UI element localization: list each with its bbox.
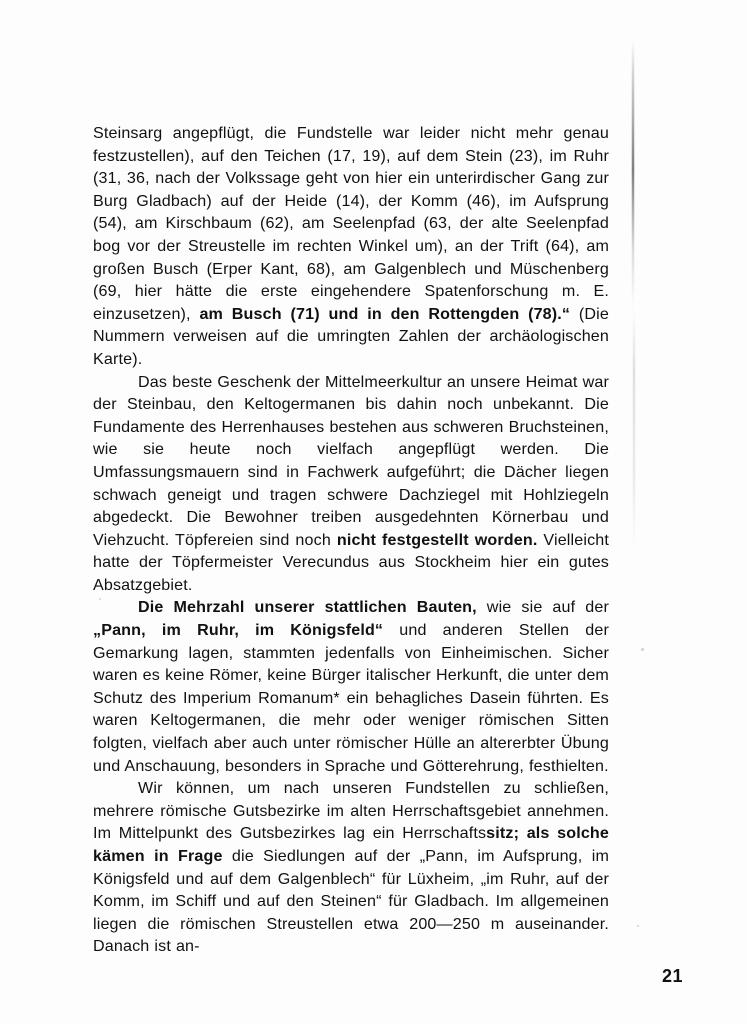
- scan-speck: [637, 925, 639, 927]
- paragraph-1-text: Steinsarg angepflügt, die Fundstelle war leider nicht mehr genau festzustellen), auf den Teichen (17, 19), auf dem Stein (23), im Ruhr (31, 36, nach der Volkssage geht von hier ein unterirdischer Gang zur Burg Gladbach) auf der Heide (14), der Komm (46), im Aufsprung (54), am Kirschbaum (62), am Seelenpfad (63, der alte Seelenpfad bog vor der Streustelle im rechten Winkel um), an der Trift (64), am großen Busch (Erper Kant, 68), am Galgenblech und Müschenberg (69, hier hätte die erste eingehendere Spatenforschung m. E. einzusetzen), am Busch (71) und in den Rottengden (78).“ (Die Nummern verweisen auf die umringten Zahlen der archäologischen Karte).: [93, 124, 609, 368]
- paragraph-2-text: Das beste Geschenk der Mittelmeerkultur an unsere Heimat war der Steinbau, den Keltogermanen bis dahin noch unbekannt. Die Fundamente des Herrenhauses bestehen aus schweren Bruchsteinen, wie sie heute noch vielfach angepflügt werden. Die Umfassungsmauern sind in Fachwerk aufgeführt; die Dächer liegen schwach geneigt und tragen schwere Dachziegel mit Hohlziegeln abgedeckt. Die Bewohner treiben ausgedehnten Körnerbau und Viehzucht. Töpfereien sind noch nicht festgestellt worden. Vielleicht hatte der Töpfermeister Verecundus aus Stockheim hier ein gutes Absatzgebiet.: [93, 372, 610, 594]
- scan-artifact-line: [632, 40, 634, 310]
- scan-artifact-line-lower: [633, 310, 635, 550]
- paragraph-1: [93, 122, 609, 371]
- emphasized-text: am Busch (71) und in den Rottengden (78).“: [199, 304, 571, 323]
- emphasized-text: Die Mehrzahl unserer stattlichen Bauten,: [138, 598, 477, 617]
- emphasized-text: sitz; als solche kämen in Frage: [93, 824, 610, 865]
- page-number: 21: [661, 966, 683, 986]
- paragraph-4: [93, 777, 609, 958]
- paragraph-2: [93, 371, 609, 597]
- paragraph-3: [93, 596, 609, 777]
- paragraph-3-text: Die Mehrzahl unserer stattlichen Bauten, wie sie auf der „Pann, im Ruhr, im Königsfeld“ und anderen Stellen der Gemarkung lagen, stammten jedenfalls von Einheimischen. Sicher waren es keine Römer, keine Bürger italischer Herkunft, die unter dem Schutz des Imperium Romanum* ein behagliches Dasein führten. Es waren Keltogermanen, die mehr oder weniger römischen Sitten folgten, vielfach aber auch unter römischer Hülle an altererbter Übung und Anschauung, besonders in Sprache und Götterehrung, festhielten.: [93, 598, 609, 775]
- emphasized-text: „Pann, im Ruhr, im Königsfeld“: [93, 621, 384, 640]
- emphasized-text: nicht festgestellt worden.: [336, 530, 538, 549]
- paragraph-4-text: Wir können, um nach unseren Fundstellen zu schließen, mehrere römische Gutsbezirke im alten Herrschaftsgebiet annehmen. Im Mittelpunkt des Gutsbezirkes lag ein Herrschaftssitz; als solche kämen in Frage die Siedlungen auf der „Pann, im Aufsprung, im Königsfeld und auf dem Galgenblech“ für Lüxheim, „im Ruhr, auf der Komm, im Schiff und auf den Steinen“ für Gladbach. Im allgemeinen liegen die römischen Streustellen etwa 200—250 m auseinander. Danach ist an-: [93, 779, 610, 956]
- scan-speck: [641, 648, 644, 651]
- body-text-block: [93, 122, 609, 958]
